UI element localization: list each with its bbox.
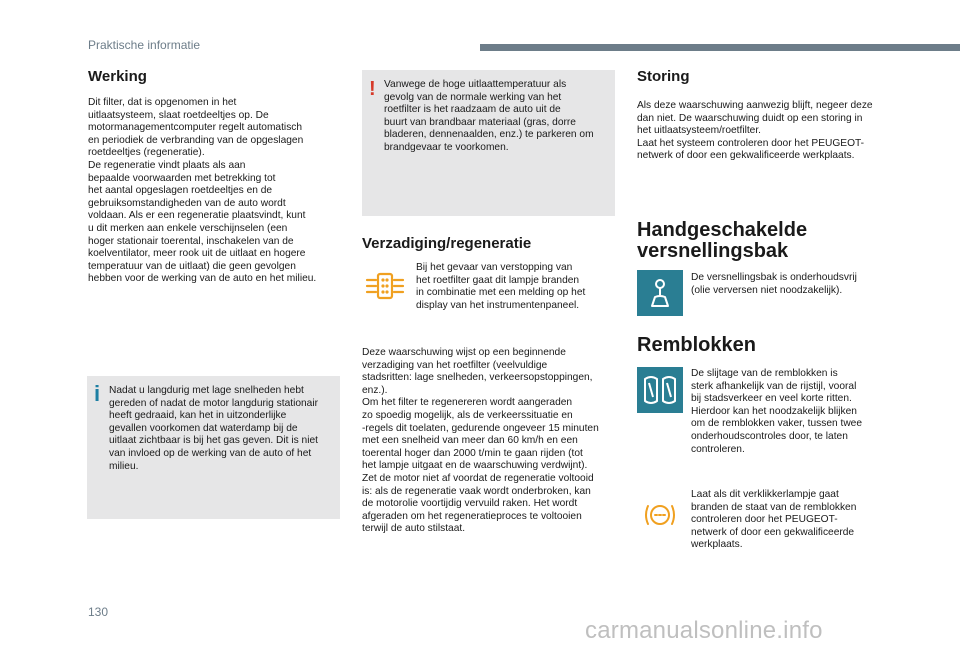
- verzadiging-heading: Verzadiging/regeneratie: [362, 235, 532, 252]
- remblokken-heading: Remblokken: [637, 334, 756, 356]
- storing-body: Als deze waarschuwing aanwezig blijft, negeer deze dan niet. De waarschuwing duidt op een storing in het uitlaatsysteem/roetfilter. Laat het systeem controleren door het PEUGEOT- netwerk of door een gekwalificeerde werkplaats.: [637, 100, 873, 162]
- gearbox-heading-line1: Handgeschakelde: [637, 219, 808, 241]
- info-icon: i: [94, 381, 101, 406]
- werking-heading: Werking: [88, 68, 147, 85]
- brake-pads-icon: [637, 367, 683, 413]
- page-number: 130: [88, 605, 109, 619]
- section-label: Praktische informatie: [88, 38, 201, 52]
- gear-lever-icon: [637, 270, 683, 316]
- brake-wear-warning-icon: [637, 492, 683, 538]
- verzadiging-icon-text: Bij het gevaar van verstopping van het roetfilter gaat dit lampje branden in combinatie met een melding op het display van het instrumentenpaneel.: [416, 262, 586, 311]
- gearbox-heading-line2: versnellingsbak: [637, 240, 789, 262]
- warning-box-text: Vanwege de hoge uitlaattemperatuur als gevolg van de normale werking van het roetfilter is het raadzaam de auto uit de buurt van brandbaar materiaal (gras, dorre bladeren, dennenaalden, enz.) te parkeren om brandgevaar te voorkomen.: [384, 79, 594, 153]
- warning-box: [362, 70, 615, 216]
- werking-body: Dit filter, dat is opgenomen in het uitlaatsysteem, slaat roetdeeltjes op. De motormanagementcomputer regelt automatisch en periodiek de verbranding van de opgeslagen roetdeeltjes (regeneratie). De regeneratie vindt plaats als aan bepaalde voorwaarden met betrekking tot het aantal opgeslagen roetdeeltjes en de gebruiksomstandigheden van de auto wordt voldaan. Als er een regeneratie plaatsvindt, kunt u dit merken aan enkele verschijnselen (een hoger stationair toerental, inschakelen van de koelventilator, meer rook uit de uitlaat en hogere temperatuur van de uitlaat) die geen gevolgen hebben voor de werking van de auto en het milieu.: [88, 97, 317, 285]
- info-box-text: Nadat u langdurig met lage snelheden hebt gereden of nadat de motor langdurig stationair heeft gedraaid, kan het in uitzonderlijke gevallen voorkomen dat waterdamp bij de uitlaat zichtbaar is bij het gas geven. Dit is niet van invloed op de werking van de auto of het milieu.: [109, 385, 318, 472]
- gearbox-text: De versnellingsbak is onderhoudsvrij (olie verversen niet noodzakelijk).: [691, 272, 857, 296]
- watermark: carmanualsonline.info: [585, 617, 823, 644]
- header-bar: [480, 44, 960, 51]
- verzadiging-body: Deze waarschuwing wijst op een beginnende verzadiging van het roetfilter (veelvuldige stadsritten: lage snelheden, verkeersopstoppingen, enz.). Om het filter te regenereren wordt aangeraden zo spoedig mogelijk, als de verkeerssituatie en -regels dit toelaten, gedurende ongeveer 15 minuten met een snelheid van meer dan 60 km/h en een toerental hoger dan 2000 t/min te gaan rijden (tot het lampje uitgaat en de waarschuwing verdwijnt). Zet de motor niet af voordat de regeneratie voltooid is: als de regeneratie vaak wordt onderbroken, kan de motorolie voortijdig vervuild raken. Het wordt afgeraden om het regeneratieproces te voltooien terwijl de auto stilstaat.: [362, 347, 599, 535]
- brake-wear-warning-text: Laat als dit verklikkerlampje gaat branden de staat van de remblokken controleren door het PEUGEOT- netwerk of door een gekwalificeerde werkplaats.: [691, 489, 857, 551]
- particle-filter-warning-icon: [362, 263, 408, 309]
- warning-icon: !: [369, 78, 376, 100]
- info-box: [87, 376, 340, 519]
- storing-heading: Storing: [637, 68, 690, 85]
- remblokken-text: De slijtage van de remblokken is sterk afhankelijk van de rijstijl, vooral bij stadsverkeer en veel korte ritten. Hierdoor kan het noodzakelijk blijken om de remblokken vaker, tussen twee onderhoudscontroles door, te laten controleren.: [691, 368, 863, 455]
